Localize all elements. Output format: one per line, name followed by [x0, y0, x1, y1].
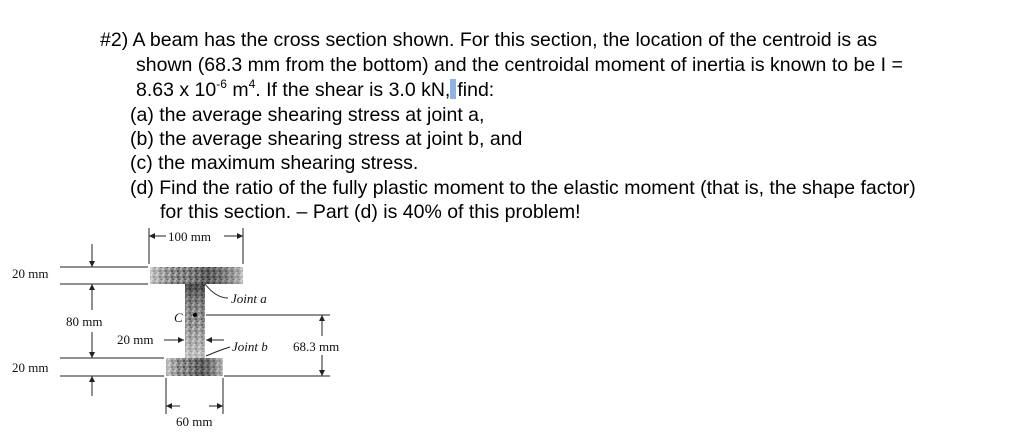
- part-a-text: (a) the average shearing stress at joint a,: [130, 104, 485, 126]
- part-d-text-2: for this section. – Part (d) is 40% of this problem!: [160, 201, 581, 223]
- bottom-width-dimension: [166, 378, 223, 429]
- left-dimension-chain: [12, 244, 164, 396]
- centroid-label: C: [174, 310, 183, 325]
- web-width-dimension: [117, 332, 224, 347]
- bottom-flange-thickness-label: 20 mm: [12, 360, 49, 375]
- top-flange-shading: [150, 267, 243, 284]
- inertia-value: 8.63 x 10: [136, 79, 217, 101]
- text-cursor: [450, 79, 456, 99]
- problem-line-1: #2) A beam has the cross section shown. For this section, the location of the centroid is as: [100, 29, 878, 51]
- web-shading: [185, 284, 205, 358]
- joint-b-callout: [206, 339, 268, 356]
- beam-cross-section-figure: [0, 220, 400, 445]
- part-b-text: (b) the average shearing stress at joint b, and: [130, 128, 523, 150]
- centroid-distance-dimension: [206, 315, 339, 376]
- inertia-unit-exponent: 4: [248, 77, 256, 91]
- find-label: find:: [457, 79, 495, 101]
- problem-line-2: shown (68.3 mm from the bottom) and the centroidal moment of inertia is known to be I =: [136, 54, 903, 76]
- inertia-unit: m: [226, 79, 249, 101]
- problem-line-3: [136, 78, 494, 102]
- web-width-label: 20 mm: [117, 332, 154, 347]
- top-width-dimension: [149, 228, 243, 264]
- joint-a-label: Joint a: [231, 291, 267, 306]
- top-width-label: 100 mm: [168, 229, 211, 244]
- bottom-flange-shading: [166, 358, 223, 376]
- shear-statement: . If the shear is 3.0 kN,: [255, 79, 451, 101]
- joint-a-callout: [205, 284, 267, 306]
- web-height-label: 80 mm: [66, 314, 103, 329]
- inertia-exponent: -6: [216, 77, 227, 91]
- centroid-distance-label: 68.3 mm: [293, 339, 340, 354]
- top-flange-thickness-label: 20 mm: [12, 266, 49, 281]
- bottom-width-label: 60 mm: [176, 414, 213, 429]
- joint-b-label: Joint b: [232, 339, 268, 354]
- centroid-marker: [193, 313, 197, 317]
- part-d-text-1: (d) Find the ratio of the fully plastic moment to the elastic moment (that is, the shape factor): [130, 177, 916, 199]
- part-c-text: (c) the maximum shearing stress.: [130, 152, 419, 174]
